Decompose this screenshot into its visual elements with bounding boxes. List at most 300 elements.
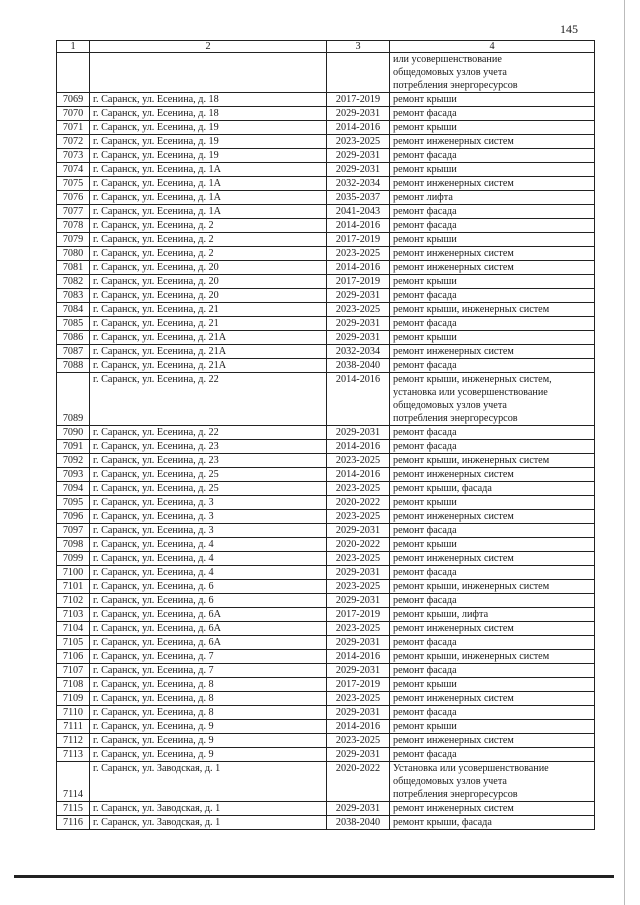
- table-row: [57, 93, 595, 107]
- work-line: потребления энергоресурсов: [393, 80, 518, 91]
- work-description: [390, 177, 595, 191]
- period-cell: 2020-2022: [327, 762, 390, 802]
- row-number: 7097: [57, 524, 90, 538]
- table-row: [57, 191, 595, 205]
- period-cell: 2023-2025: [327, 734, 390, 748]
- address-cell: г. Саранск, ул. Есенина, д. 3: [90, 496, 327, 510]
- table-row: [57, 275, 595, 289]
- table-row: [57, 496, 595, 510]
- period-cell: 2014-2016: [327, 720, 390, 734]
- address-cell: г. Саранск, ул. Есенина, д. 21А: [90, 331, 327, 345]
- table-row: [57, 135, 595, 149]
- address-cell: г. Саранск, ул. Есенина, д. 8: [90, 706, 327, 720]
- page-number: 145: [560, 22, 578, 36]
- address-cell: г. Саранск, ул. Есенина, д. 6А: [90, 636, 327, 650]
- work-line: ремонт инженерных систем: [393, 693, 514, 704]
- period-cell: 2014-2016: [327, 261, 390, 275]
- address-cell: г. Саранск, ул. Есенина, д. 6А: [90, 608, 327, 622]
- work-line: ремонт крыши: [393, 276, 457, 287]
- period-cell: 2029-2031: [327, 331, 390, 345]
- row-number: 7085: [57, 317, 90, 331]
- work-description: [390, 219, 595, 233]
- row-number: 7109: [57, 692, 90, 706]
- work-description: [390, 608, 595, 622]
- row-number: 7115: [57, 802, 90, 816]
- address-cell: г. Саранск, ул. Есенина, д. 7: [90, 664, 327, 678]
- address-cell: г. Саранск, ул. Есенина, д. 19: [90, 121, 327, 135]
- row-number: 7074: [57, 163, 90, 177]
- table-row: [57, 720, 595, 734]
- address-cell: г. Саранск, ул. Есенина, д. 9: [90, 720, 327, 734]
- work-line: ремонт крыши, инженерных систем: [393, 455, 550, 466]
- table-row: [57, 289, 595, 303]
- period-cell: 2029-2031: [327, 594, 390, 608]
- address-cell: г. Саранск, ул. Есенина, д. 20: [90, 261, 327, 275]
- work-line: ремонт крыши: [393, 539, 457, 550]
- work-description: [390, 482, 595, 496]
- work-description: [390, 678, 595, 692]
- address-cell: г. Саранск, ул. Есенина, д. 3: [90, 524, 327, 538]
- table-row: [57, 261, 595, 275]
- table-row: [57, 580, 595, 594]
- work-description: [390, 317, 595, 331]
- table-row: [57, 734, 595, 748]
- table-row: [57, 317, 595, 331]
- work-line: общедомовых узлов учета: [393, 67, 507, 78]
- address-cell: г. Саранск, ул. Есенина, д. 23: [90, 454, 327, 468]
- work-description: [390, 594, 595, 608]
- work-line: ремонт фасада: [393, 665, 457, 676]
- period-cell: 2023-2025: [327, 135, 390, 149]
- work-description: [390, 289, 595, 303]
- address-cell: г. Саранск, ул. Заводская, д. 1: [90, 816, 327, 830]
- work-line: ремонт инженерных систем: [393, 248, 514, 259]
- work-line: ремонт фасада: [393, 567, 457, 578]
- table-row: [57, 636, 595, 650]
- work-line: ремонт фасада: [393, 220, 457, 231]
- table-row: [57, 802, 595, 816]
- table-row: [57, 748, 595, 762]
- work-description: [390, 692, 595, 706]
- address-cell: г. Саранск, ул. Есенина, д. 4: [90, 552, 327, 566]
- address-cell: г. Саранск, ул. Есенина, д. 1А: [90, 163, 327, 177]
- table-row: [57, 233, 595, 247]
- work-description: [390, 454, 595, 468]
- work-description: [390, 191, 595, 205]
- row-number: 7107: [57, 664, 90, 678]
- work-line: ремонт фасада: [393, 427, 457, 438]
- address-cell: г. Саранск, ул. Есенина, д. 4: [90, 566, 327, 580]
- work-line: ремонт фасада: [393, 441, 457, 452]
- period-cell: 2029-2031: [327, 566, 390, 580]
- table-row: [57, 331, 595, 345]
- address-cell: г. Саранск, ул. Есенина, д. 2: [90, 233, 327, 247]
- row-number: 7072: [57, 135, 90, 149]
- work-line: ремонт инженерных систем: [393, 553, 514, 564]
- address-cell: г. Саранск, ул. Есенина, д. 8: [90, 692, 327, 706]
- work-line: потребления энергоресурсов: [393, 789, 518, 800]
- work-line: ремонт инженерных систем: [393, 803, 514, 814]
- period-cell: 2020-2022: [327, 496, 390, 510]
- column-number: 4: [390, 41, 595, 53]
- work-line: или усовершенствование: [393, 54, 502, 65]
- table-row: [57, 622, 595, 636]
- address-cell: г. Саранск, ул. Есенина, д. 18: [90, 107, 327, 121]
- work-line: ремонт крыши, фасада: [393, 483, 492, 494]
- address-cell: г. Саранск, ул. Есенина, д. 20: [90, 289, 327, 303]
- row-number: 7098: [57, 538, 90, 552]
- work-description: [390, 149, 595, 163]
- work-line: ремонт инженерных систем: [393, 346, 514, 357]
- row-number: 7092: [57, 454, 90, 468]
- address-cell: г. Саранск, ул. Есенина, д. 3: [90, 510, 327, 524]
- period-cell: 2020-2022: [327, 538, 390, 552]
- table-row: [57, 538, 595, 552]
- work-line: ремонт инженерных систем: [393, 136, 514, 147]
- table-row: [57, 650, 595, 664]
- row-number: 7077: [57, 205, 90, 219]
- period-cell: 2014-2016: [327, 373, 390, 426]
- period-cell: 2017-2019: [327, 93, 390, 107]
- work-line: ремонт фасада: [393, 150, 457, 161]
- table-row: [57, 552, 595, 566]
- work-description: [390, 538, 595, 552]
- table-row: [57, 468, 595, 482]
- period-cell: 2029-2031: [327, 289, 390, 303]
- row-number: 7114: [57, 762, 90, 802]
- period-cell: 2029-2031: [327, 107, 390, 121]
- address-cell: г. Саранск, ул. Есенина, д. 6А: [90, 622, 327, 636]
- period-cell: 2023-2025: [327, 510, 390, 524]
- period-cell: 2041-2043: [327, 205, 390, 219]
- work-line: ремонт крыши: [393, 679, 457, 690]
- work-description: [390, 261, 595, 275]
- work-description: [390, 303, 595, 317]
- row-number: 7080: [57, 247, 90, 261]
- work-line: общедомовых узлов учета: [393, 776, 507, 787]
- table-row: [57, 454, 595, 468]
- period-cell: 2029-2031: [327, 748, 390, 762]
- table-row: [57, 219, 595, 233]
- row-number: 7089: [57, 373, 90, 426]
- period-cell: 2038-2040: [327, 359, 390, 373]
- work-description: [390, 53, 595, 93]
- work-description: [390, 205, 595, 219]
- work-description: [390, 706, 595, 720]
- work-line: ремонт фасада: [393, 595, 457, 606]
- work-description: [390, 373, 595, 426]
- address-cell: г. Саранск, ул. Есенина, д. 2: [90, 247, 327, 261]
- table-row: [57, 706, 595, 720]
- period-cell: 2014-2016: [327, 219, 390, 233]
- work-line: ремонт крыши, фасада: [393, 817, 492, 828]
- row-number: 7095: [57, 496, 90, 510]
- row-number: 7110: [57, 706, 90, 720]
- register-table: [56, 40, 595, 830]
- work-description: [390, 802, 595, 816]
- work-line: ремонт крыши: [393, 497, 457, 508]
- work-line: ремонт крыши: [393, 234, 457, 245]
- period-cell: 2038-2040: [327, 816, 390, 830]
- address-cell: г. Саранск, ул. Есенина, д. 7: [90, 650, 327, 664]
- period-cell: 2029-2031: [327, 149, 390, 163]
- address-cell: г. Саранск, ул. Есенина, д. 21А: [90, 359, 327, 373]
- address-cell: г. Саранск, ул. Есенина, д. 18: [90, 93, 327, 107]
- period-cell: 2017-2019: [327, 233, 390, 247]
- work-description: [390, 748, 595, 762]
- continuation-row: [57, 53, 595, 93]
- period-cell: 2029-2031: [327, 163, 390, 177]
- work-description: [390, 580, 595, 594]
- table-row: [57, 692, 595, 706]
- row-number: 7106: [57, 650, 90, 664]
- row-number: 7087: [57, 345, 90, 359]
- work-line: Установка или усовершенствование: [393, 763, 549, 774]
- row-number: 7084: [57, 303, 90, 317]
- work-description: [390, 762, 595, 802]
- address-cell: г. Саранск, ул. Есенина, д. 1А: [90, 177, 327, 191]
- row-number: 7086: [57, 331, 90, 345]
- row-number: 7096: [57, 510, 90, 524]
- address-cell: г. Саранск, ул. Заводская, д. 1: [90, 762, 327, 802]
- address-cell: г. Саранск, ул. Есенина, д. 21А: [90, 345, 327, 359]
- period-cell: 2017-2019: [327, 275, 390, 289]
- table-row: [57, 816, 595, 830]
- table-row: [57, 345, 595, 359]
- work-line: ремонт фасада: [393, 360, 457, 371]
- address-cell: г. Саранск, ул. Есенина, д. 22: [90, 373, 327, 426]
- address-cell: г. Саранск, ул. Есенина, д. 25: [90, 482, 327, 496]
- work-description: [390, 552, 595, 566]
- work-line: ремонт фасада: [393, 707, 457, 718]
- work-description: [390, 135, 595, 149]
- table-row: [57, 205, 595, 219]
- period-cell: 2032-2034: [327, 345, 390, 359]
- table-row: [57, 482, 595, 496]
- work-line: ремонт крыши: [393, 721, 457, 732]
- work-line: ремонт фасада: [393, 525, 457, 536]
- row-number: 7102: [57, 594, 90, 608]
- period-cell: 2023-2025: [327, 482, 390, 496]
- work-line: ремонт инженерных систем: [393, 735, 514, 746]
- period-cell: 2014-2016: [327, 440, 390, 454]
- period-cell: 2029-2031: [327, 802, 390, 816]
- row-number: 7099: [57, 552, 90, 566]
- table-row: [57, 566, 595, 580]
- work-description: [390, 650, 595, 664]
- work-description: [390, 331, 595, 345]
- address-cell: г. Саранск, ул. Есенина, д. 9: [90, 748, 327, 762]
- address-cell: г. Саранск, ул. Есенина, д. 20: [90, 275, 327, 289]
- work-description: [390, 359, 595, 373]
- period-cell: 2032-2034: [327, 177, 390, 191]
- table-row: [57, 440, 595, 454]
- work-line: ремонт инженерных систем: [393, 623, 514, 634]
- address-cell: г. Саранск, ул. Есенина, д. 19: [90, 135, 327, 149]
- work-line: ремонт фасада: [393, 108, 457, 119]
- address-cell: г. Саранск, ул. Есенина, д. 23: [90, 440, 327, 454]
- row-number: 7075: [57, 177, 90, 191]
- address-cell: г. Саранск, ул. Есенина, д. 21: [90, 317, 327, 331]
- row-number: 7112: [57, 734, 90, 748]
- address-cell: г. Саранск, ул. Есенина, д. 21: [90, 303, 327, 317]
- work-line: ремонт крыши: [393, 332, 457, 343]
- row-number: 7076: [57, 191, 90, 205]
- work-line: ремонт инженерных систем: [393, 262, 514, 273]
- period-cell: 2029-2031: [327, 636, 390, 650]
- row-number: 7071: [57, 121, 90, 135]
- row-number: 7070: [57, 107, 90, 121]
- address-cell: г. Саранск, ул. Есенина, д. 19: [90, 149, 327, 163]
- table-row: [57, 163, 595, 177]
- table-row: [57, 762, 595, 802]
- period-cell: 2014-2016: [327, 650, 390, 664]
- address-cell: г. Саранск, ул. Есенина, д. 25: [90, 468, 327, 482]
- work-description: [390, 345, 595, 359]
- period-cell: 2023-2025: [327, 580, 390, 594]
- address-cell: г. Саранск, ул. Есенина, д. 4: [90, 538, 327, 552]
- page-edge-line: [624, 0, 625, 905]
- table-row: [57, 426, 595, 440]
- address-cell: г. Саранск, ул. Есенина, д. 9: [90, 734, 327, 748]
- period-cell: 2029-2031: [327, 524, 390, 538]
- row-number: 7090: [57, 426, 90, 440]
- period-cell: 2017-2019: [327, 608, 390, 622]
- work-description: [390, 426, 595, 440]
- work-line: ремонт крыши, инженерных систем: [393, 581, 550, 592]
- row-number: 7116: [57, 816, 90, 830]
- work-description: [390, 510, 595, 524]
- work-line: ремонт крыши, инженерных систем: [393, 651, 550, 662]
- period-cell: 2014-2016: [327, 121, 390, 135]
- period-cell: 2029-2031: [327, 664, 390, 678]
- table-row: [57, 510, 595, 524]
- work-description: [390, 622, 595, 636]
- row-number: 7083: [57, 289, 90, 303]
- period-cell: 2029-2031: [327, 317, 390, 331]
- work-description: [390, 524, 595, 538]
- bottom-scan-rule: [14, 875, 614, 878]
- table-row: [57, 373, 595, 426]
- work-description: [390, 107, 595, 121]
- row-number: [57, 53, 90, 93]
- row-number: 7111: [57, 720, 90, 734]
- address-cell: г. Саранск, ул. Есенина, д. 1А: [90, 205, 327, 219]
- address-cell: [90, 53, 327, 93]
- address-cell: г. Саранск, ул. Есенина, д. 2: [90, 219, 327, 233]
- row-number: 7082: [57, 275, 90, 289]
- row-number: 7073: [57, 149, 90, 163]
- table-row: [57, 177, 595, 191]
- column-number: 1: [57, 41, 90, 53]
- work-line: ремонт крыши: [393, 164, 457, 175]
- work-description: [390, 496, 595, 510]
- work-description: [390, 566, 595, 580]
- row-number: 7069: [57, 93, 90, 107]
- period-cell: 2014-2016: [327, 468, 390, 482]
- row-number: 7091: [57, 440, 90, 454]
- work-line: общедомовых узлов учета: [393, 400, 507, 411]
- row-number: 7093: [57, 468, 90, 482]
- period-cell: [327, 53, 390, 93]
- row-number: 7101: [57, 580, 90, 594]
- row-number: 7078: [57, 219, 90, 233]
- work-line: ремонт крыши, инженерных систем: [393, 304, 550, 315]
- row-number: 7081: [57, 261, 90, 275]
- period-cell: 2023-2025: [327, 552, 390, 566]
- table-row: [57, 359, 595, 373]
- row-number: 7105: [57, 636, 90, 650]
- work-line: ремонт фасада: [393, 637, 457, 648]
- row-number: 7100: [57, 566, 90, 580]
- work-line: ремонт инженерных систем: [393, 511, 514, 522]
- work-line: ремонт фасада: [393, 318, 457, 329]
- work-description: [390, 440, 595, 454]
- row-number: 7079: [57, 233, 90, 247]
- work-description: [390, 734, 595, 748]
- address-cell: г. Саранск, ул. Заводская, д. 1: [90, 802, 327, 816]
- work-line: потребления энергоресурсов: [393, 413, 518, 424]
- address-cell: г. Саранск, ул. Есенина, д. 1А: [90, 191, 327, 205]
- work-description: [390, 247, 595, 261]
- work-description: [390, 468, 595, 482]
- work-line: ремонт фасада: [393, 206, 457, 217]
- period-cell: 2023-2025: [327, 303, 390, 317]
- work-description: [390, 636, 595, 650]
- table-row: [57, 247, 595, 261]
- row-number: 7103: [57, 608, 90, 622]
- work-description: [390, 275, 595, 289]
- work-line: ремонт крыши, инженерных систем,: [393, 374, 552, 385]
- work-line: ремонт фасада: [393, 290, 457, 301]
- column-number: 2: [90, 41, 327, 53]
- period-cell: 2035-2037: [327, 191, 390, 205]
- work-line: ремонт фасада: [393, 749, 457, 760]
- row-number: 7094: [57, 482, 90, 496]
- work-line: ремонт инженерных систем: [393, 178, 514, 189]
- column-number: 3: [327, 41, 390, 53]
- address-cell: г. Саранск, ул. Есенина, д. 8: [90, 678, 327, 692]
- address-cell: г. Саранск, ул. Есенина, д. 6: [90, 580, 327, 594]
- table-row: [57, 524, 595, 538]
- work-line: установка или усовершенствование: [393, 387, 548, 398]
- table-row: [57, 303, 595, 317]
- row-number: 7104: [57, 622, 90, 636]
- period-cell: 2029-2031: [327, 706, 390, 720]
- address-cell: г. Саранск, ул. Есенина, д. 6: [90, 594, 327, 608]
- period-cell: 2017-2019: [327, 678, 390, 692]
- work-description: [390, 664, 595, 678]
- work-description: [390, 93, 595, 107]
- address-cell: г. Саранск, ул. Есенина, д. 22: [90, 426, 327, 440]
- period-cell: 2023-2025: [327, 622, 390, 636]
- row-number: 7088: [57, 359, 90, 373]
- table-row: [57, 149, 595, 163]
- row-number: 7113: [57, 748, 90, 762]
- work-line: ремонт инженерных систем: [393, 469, 514, 480]
- work-description: [390, 816, 595, 830]
- work-description: [390, 233, 595, 247]
- table-row: [57, 107, 595, 121]
- table-row: [57, 608, 595, 622]
- work-line: ремонт крыши: [393, 122, 457, 133]
- work-line: ремонт крыши: [393, 94, 457, 105]
- period-cell: 2029-2031: [327, 426, 390, 440]
- work-description: [390, 163, 595, 177]
- work-line: ремонт крыши, лифта: [393, 609, 489, 620]
- table-row: [57, 121, 595, 135]
- column-number-row: [57, 41, 595, 53]
